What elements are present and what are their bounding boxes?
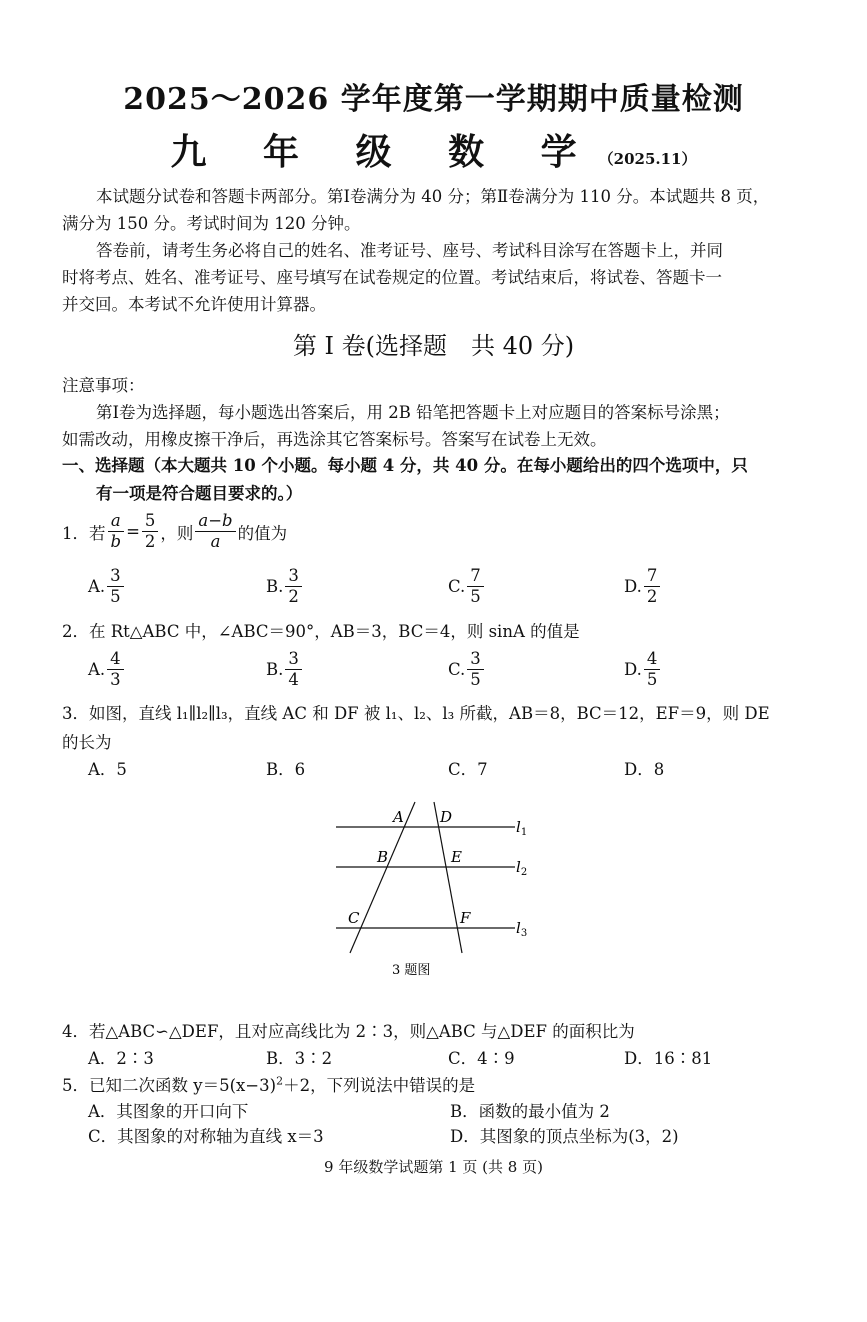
point-b-label: B: [377, 848, 389, 866]
q4-option-b: B．3∶2: [266, 1049, 333, 1068]
q4-option-c: C．4∶9: [448, 1049, 515, 1068]
q2-option-d-frac: [644, 649, 661, 690]
q2-b-den: 4: [288, 670, 299, 689]
q2-option-c-frac: [467, 649, 484, 690]
point-c-label: C: [348, 909, 360, 927]
q1-fraction-2: [142, 511, 159, 552]
q2-d-den: 5: [646, 670, 658, 689]
l1-sub: 1: [520, 827, 528, 838]
figure-caption: 3 题图: [392, 963, 431, 978]
point-e-label: E: [451, 848, 462, 866]
line-l2-label: [516, 858, 527, 878]
l3-sub: 3: [520, 928, 528, 939]
exam-title: 2025～2026 学年度第一学期期中质量检测: [123, 82, 744, 117]
q1-option-a: [88, 566, 126, 607]
q5-number: 5．: [62, 1076, 89, 1095]
q1-f3-num: a−b: [195, 511, 235, 532]
q2-option-d: [624, 649, 662, 690]
q3-line1: 如图，直线 l₁∥l₂∥l₃，直线 AC 和 DF 被 l₁、l₂、l₃ 所截，AB＝8，BC＝12，EF＝9，则 DE: [89, 704, 770, 723]
q1-fraction-1: [108, 511, 125, 552]
q1-b-den: 2: [288, 587, 299, 606]
question-5: [62, 1072, 475, 1096]
section-title: 第 I 卷(选择题 共 40 分): [292, 332, 575, 360]
q1-pre: 若: [89, 523, 106, 543]
subject-title: [0, 124, 867, 175]
page-footer: 9 年级数学试题第 1 页 (共 8 页): [324, 1158, 543, 1176]
q3-option-c: C．7: [448, 760, 488, 779]
line-ac: [350, 802, 415, 953]
q5-superscript: 2: [276, 1074, 284, 1088]
q1-fraction-3: [195, 511, 235, 552]
intro-p2-line1: 答卷前，请考生务必将自己的姓名、准考证号、座号、考试科目涂写在答题卡上，并同: [96, 241, 723, 260]
notice-line2: 如需改动，用橡皮擦干净后，再选涂其它答案标号。答案写在试卷上无效。: [62, 430, 607, 449]
q3-figure: [330, 790, 540, 990]
q1-a-den: 5: [110, 587, 121, 606]
q1-option-b-label: B.: [266, 577, 284, 596]
q5-option-b: B．函数的最小值为 2: [450, 1102, 610, 1121]
q1-c-den: 5: [470, 587, 481, 606]
question-3-line1: [62, 700, 770, 724]
q2-c-den: 5: [470, 670, 481, 689]
q1-d-num: 7: [644, 566, 661, 587]
q1-option-b-frac: [285, 566, 302, 607]
q1-option-d-frac: [644, 566, 661, 607]
q2-b-num: 3: [285, 649, 302, 670]
q1-option-a-frac: [107, 566, 124, 607]
q2-option-a-label: A.: [88, 660, 106, 679]
q1-b-num: 3: [285, 566, 302, 587]
line-l1-label: [516, 818, 527, 838]
part1-heading-line2: 有一项是符合题目要求的。）: [96, 484, 303, 503]
q1-c-num: 7: [467, 566, 484, 587]
q1-option-c-label: C.: [448, 577, 466, 596]
exam-date: （2025.11）: [598, 150, 697, 168]
intro-p2-line3: 并交回。本考试不允许使用计算器。: [62, 295, 326, 314]
notice-line1: 第Ⅰ卷为选择题，每小题选出答案后，用 2B 铅笔把答题卡上对应题目的答案标号涂黑；: [96, 403, 730, 422]
question-4: [62, 1018, 635, 1042]
part1-heading-line1: 一、选择题（本大题共 10 个小题。每小题 4 分，共 40 分。在每小题给出的四个选项中，只: [62, 456, 748, 475]
q1-f3-den: a: [210, 532, 221, 551]
q2-option-c: [448, 649, 486, 690]
q5-option-d: D．其图象的顶点坐标为(3，2): [450, 1127, 679, 1146]
q2-option-a: [88, 649, 126, 690]
point-a-label: A: [393, 808, 404, 826]
q3-option-d: D．8: [624, 760, 665, 779]
question-2: [62, 618, 580, 642]
q5-text-post: ＋2，下列说法中错误的是: [283, 1076, 476, 1095]
q3-line2: 的长为: [62, 733, 112, 752]
q1-number: 1．: [62, 523, 89, 543]
q3-option-a: A．5: [88, 760, 127, 779]
q1-f2-num: 5: [142, 511, 159, 532]
q4-option-d: D．16∶81: [624, 1049, 713, 1068]
q1-f2-den: 2: [144, 532, 156, 551]
l3-letter: l: [516, 919, 521, 937]
l1-letter: l: [516, 818, 521, 836]
q4-text: 若△ABC∽△DEF，且对应高线比为 2∶3，则△ABC 与△DEF 的面积比为: [89, 1022, 635, 1041]
point-d-label: D: [440, 808, 453, 826]
q1-option-d: [624, 566, 662, 607]
q1-f1-num: a: [108, 511, 124, 532]
q1-post: 的值为: [237, 523, 288, 543]
intro-p2-line2: 时将考点、姓名、准考证号、座号填写在试卷规定的位置。考试结束后，将试卷、答题卡一: [62, 268, 722, 287]
q1-option-b: [266, 566, 304, 607]
q4-option-a: A．2∶3: [88, 1049, 154, 1068]
q2-number: 2．: [62, 622, 89, 641]
l2-sub: 2: [520, 867, 528, 878]
q1-option-c-frac: [467, 566, 484, 607]
q1-option-d-label: D.: [624, 577, 642, 596]
q2-a-num: 4: [107, 649, 124, 670]
question-1: [62, 511, 287, 552]
q4-number: 4．: [62, 1022, 89, 1041]
q1-mid: ，则: [160, 523, 194, 543]
q2-option-d-label: D.: [624, 660, 642, 679]
q1-option-c: [448, 566, 486, 607]
point-f-label: F: [460, 909, 471, 927]
intro-p1-line2: 满分为 150 分。考试时间为 120 分钟。: [62, 214, 361, 233]
q2-option-a-frac: [107, 649, 124, 690]
q1-d-den: 2: [646, 587, 658, 606]
line-l3-label: [516, 919, 527, 939]
q2-a-den: 3: [110, 670, 121, 689]
q2-c-num: 3: [467, 649, 484, 670]
q3-number: 3．: [62, 704, 89, 723]
q2-d-num: 4: [644, 649, 661, 670]
q2-option-c-label: C.: [448, 660, 466, 679]
q3-option-b: B．6: [266, 760, 306, 779]
q5-option-a: A．其图象的开口向下: [88, 1102, 249, 1121]
q1-eq: =: [126, 522, 140, 541]
q1-f1-den: b: [110, 532, 122, 551]
q1-a-num: 3: [107, 566, 124, 587]
q2-text: 在 Rt△ABC 中，∠ABC＝90°，AB＝3，BC＝4，则 sinA 的值是: [89, 622, 580, 641]
q1-option-a-label: A.: [88, 577, 106, 596]
intro-p1-line1: 本试题分试卷和答题卡两部分。第Ⅰ卷满分为 40 分；第Ⅱ卷满分为 110 分。本试题共 8 页，: [96, 187, 770, 206]
q2-option-b-frac: [285, 649, 302, 690]
l2-letter: l: [516, 858, 521, 876]
q2-option-b: [266, 649, 304, 690]
notice-label: 注意事项：: [62, 376, 145, 395]
q5-text-pre: 已知二次函数 y＝5(x−3): [89, 1076, 277, 1095]
q2-option-b-label: B.: [266, 660, 284, 679]
subject-name: 九 年 级 数 学: [170, 131, 599, 173]
q5-option-c: C．其图象的对称轴为直线 x＝3: [88, 1127, 324, 1146]
